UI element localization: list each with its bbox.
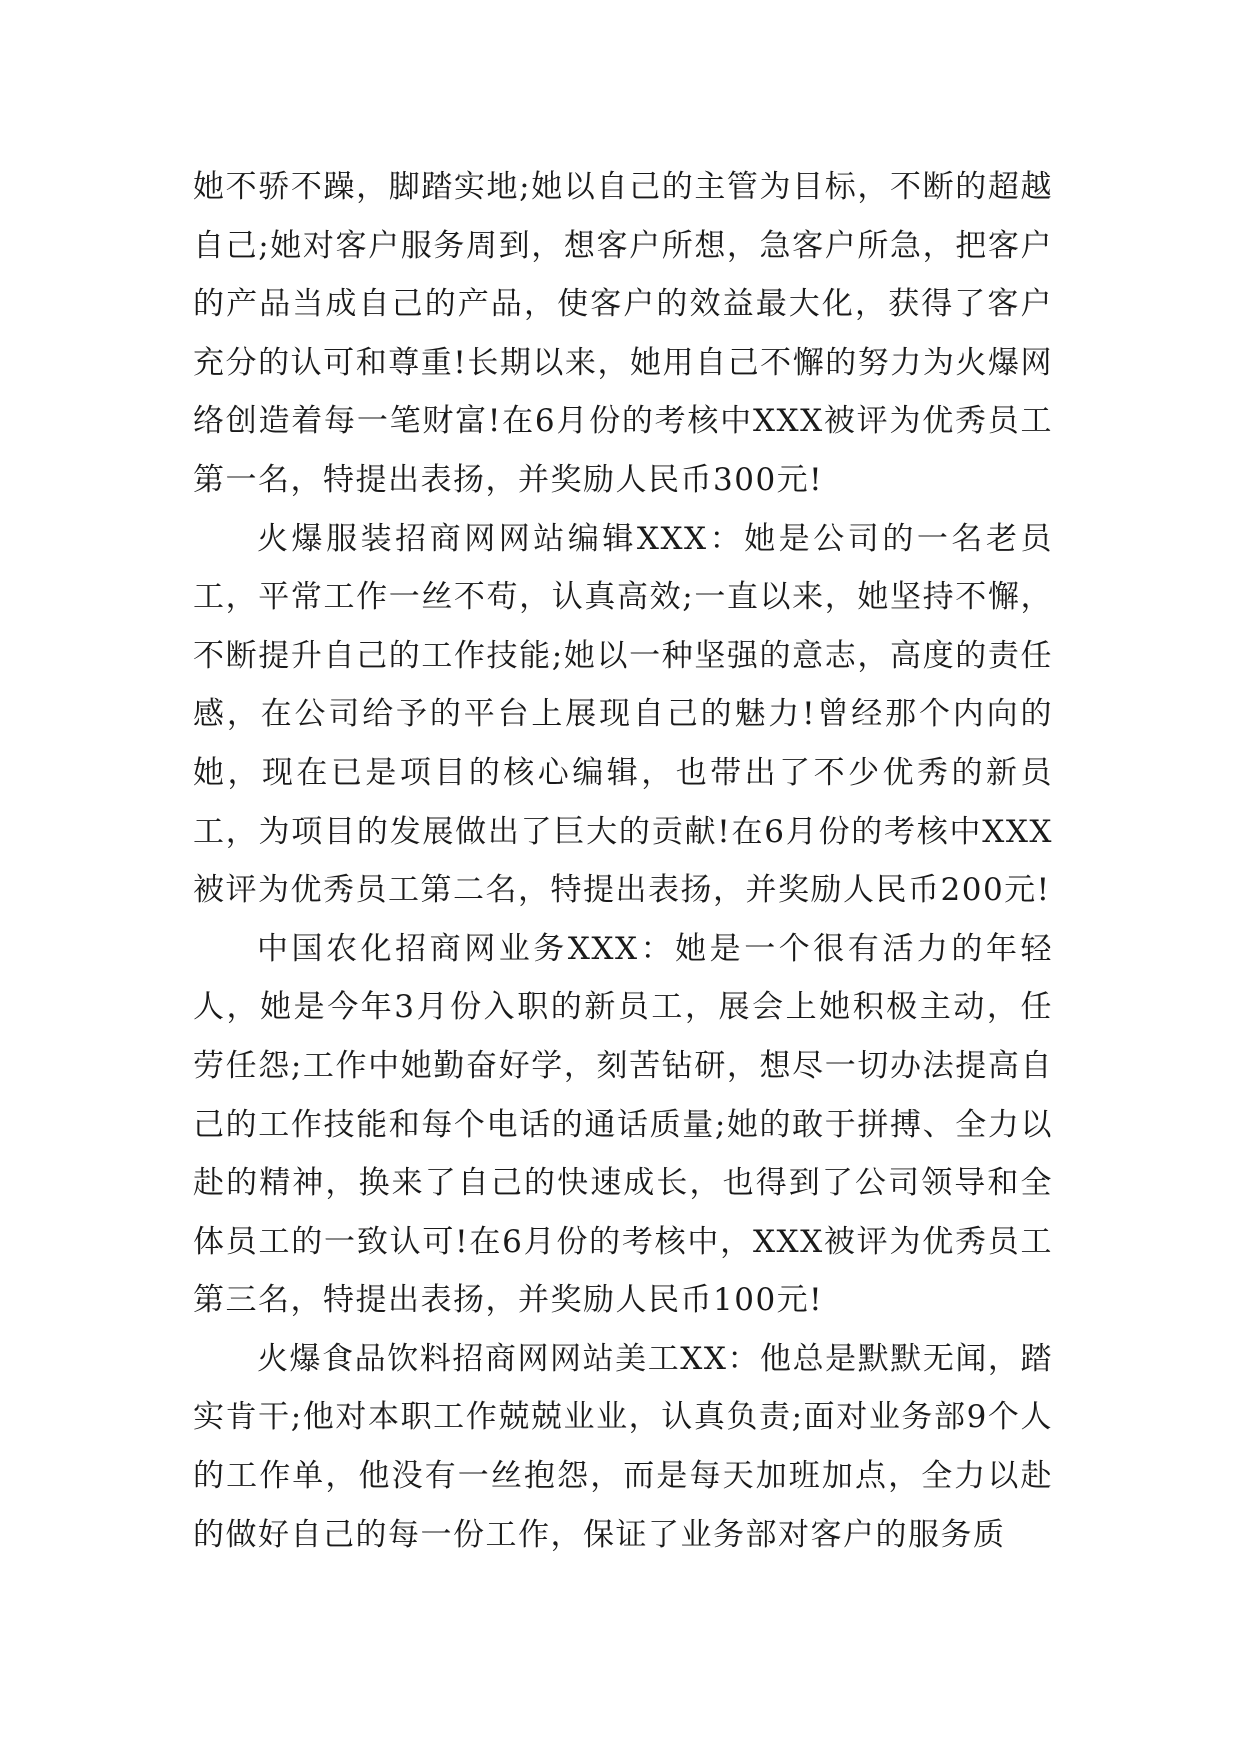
paragraph-2: 火爆服装招商网网站编辑XXX：她是公司的一名老员工，平常工作一丝不苟，认真高效;一直以来，她坚持不懈，不断提升自己的工作技能;她以一种坚强的意志，高度的责任感，在公司给予的平台上展现自己的魅力!曾经那个内向的她，现在已是项目的核心编辑，也带出了不少优秀的新员工，为项目的发展做出了巨大的贡献!在6月份的考核中XXX被评为优秀员工第二名，特提出表扬，并奖励人民币200元! bbox=[193, 520, 1053, 909]
paragraph-4: 火爆食品饮料招商网网站美工XX：他总是默默无闻，踏实肯干;他对本职工作兢兢业业，认真负责;面对业务部9个人的工作单，他没有一丝抱怨，而是每天加班加点，全力以赴的做好自己的每一份工作，保证了业务部对客户的服务质 bbox=[193, 1340, 1053, 1553]
document-body bbox=[193, 158, 1053, 1564]
paragraph-1: 她不骄不躁，脚踏实地;她以自己的主管为目标，不断的超越自己;她对客户服务周到，想客户所想，急客户所急，把客户的产品当成自己的产品，使客户的效益最大化，获得了客户充分的认可和尊重!长期以来，她用自己不懈的努力为火爆网络创造着每一笔财富!在6月份的考核中XXX被评为优秀员工第一名，特提出表扬，并奖励人民币300元! bbox=[193, 169, 1053, 498]
paragraph-3: 中国农化招商网业务XXX：她是一个很有活力的年轻人，她是今年3月份入职的新员工，展会上她积极主动，任劳任怨;工作中她勤奋好学，刻苦钻研，想尽一切办法提高自己的工作技能和每个电话的通话质量;她的敢于拼搏、全力以赴的精神，换来了自己的快速成长，也得到了公司领导和全体员工的一致认可!在6月份的考核中，XXX被评为优秀员工第三名，特提出表扬，并奖励人民币100元! bbox=[193, 930, 1053, 1319]
